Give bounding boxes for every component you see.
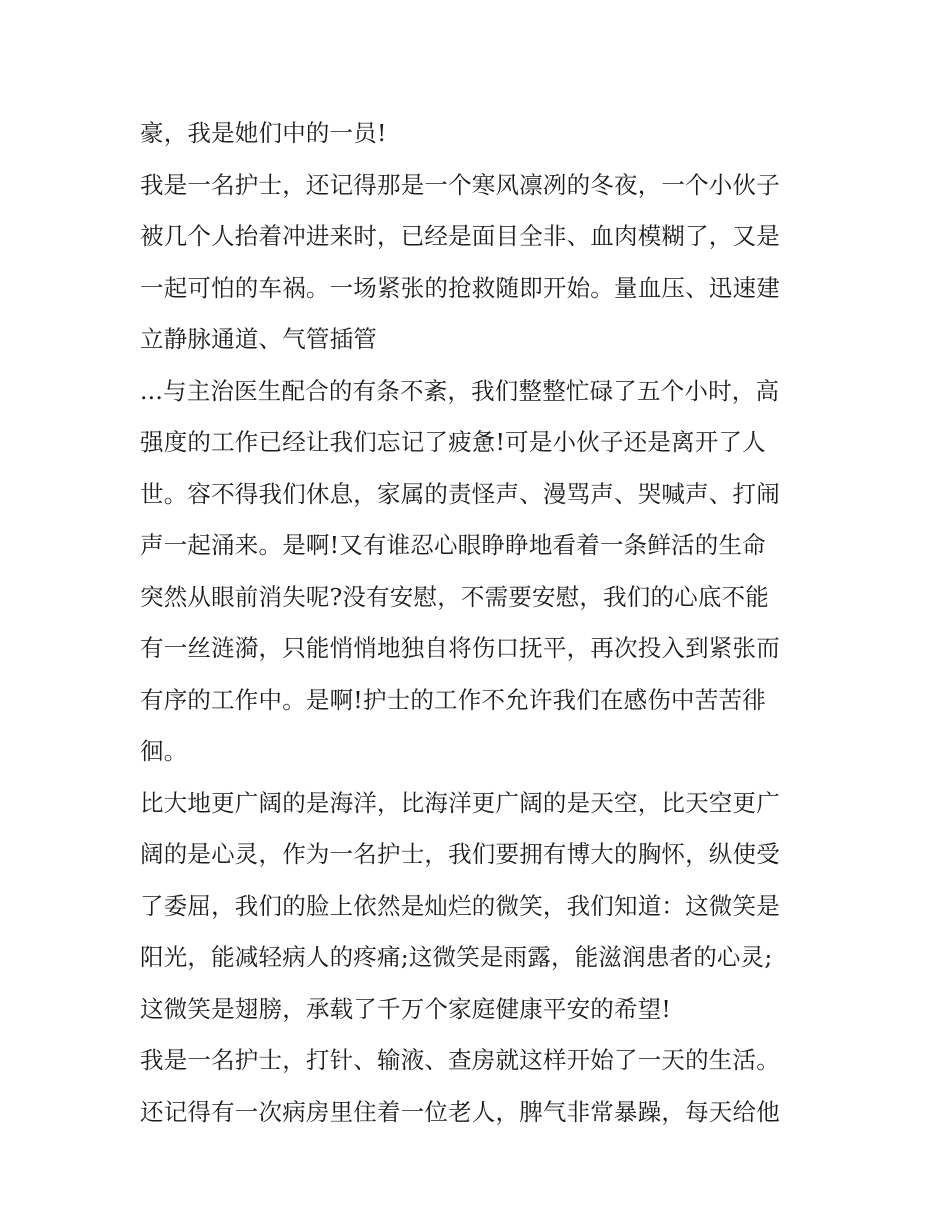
text-line: 有一丝涟漪，只能悄悄地独自将伤口抚平，再次投入到紧张而	[140, 634, 780, 662]
text-line: ...与主治医生配合的有条不紊，我们整整忙碌了五个小时，高	[140, 376, 780, 405]
text-line: 我是一名护士，打针、输液、查房就这样开始了一天的生活。	[140, 1046, 780, 1074]
text-line: 阳光，能减轻病人的疼痛;这微笑是雨露，能滋润患者的心灵;	[140, 943, 773, 971]
text-line: 有序的工作中。是啊!护士的工作不允许我们在感伤中苦苦徘	[140, 685, 766, 714]
text-line: 豪，我是她们中的一员!	[140, 119, 387, 147]
text-line: 被几个人抬着冲进来时，已经是面目全非、血肉模糊了，又是	[140, 222, 780, 250]
text-line: 我是一名护士，还记得那是一个寒风凛冽的冬夜，一个小伙子	[140, 170, 780, 199]
text-line: 了委屈，我们的脸上依然是灿烂的微笑，我们知道：这微笑是	[140, 891, 780, 920]
text-line: 强度的工作已经让我们忘记了疲惫!可是小伙子还是离开了人	[140, 428, 766, 456]
text-line: 比大地更广阔的是海洋，比海洋更广阔的是天空，比天空更广	[140, 788, 780, 817]
text-line: 世。容不得我们休息，家属的责怪声、漫骂声、哭喊声、打闹	[140, 479, 780, 508]
text-line: 阔的是心灵，作为一名护士，我们要拥有博大的胸怀，纵使受	[140, 840, 780, 868]
text-line: 立静脉通道、气管插管	[140, 325, 377, 353]
text-line: 声一起涌来。是啊!又有谁忍心眼睁睁地看着一条鲜活的生命	[140, 531, 766, 559]
text-line: 徊。	[140, 737, 188, 765]
document-body	[140, 108, 812, 1138]
text-line: 这微笑是翅膀，承载了千万个家庭健康平安的希望!	[140, 994, 672, 1023]
text-line: 一起可怕的车祸。一场紧张的抢救随即开始。量血压、迅速建	[140, 273, 780, 302]
text-line: 还记得有一次病房里住着一位老人，脾气非常暴躁，每天给他	[140, 1097, 780, 1126]
text-line: 突然从眼前消失呢?没有安慰，不需要安慰，我们的心底不能	[140, 582, 769, 611]
